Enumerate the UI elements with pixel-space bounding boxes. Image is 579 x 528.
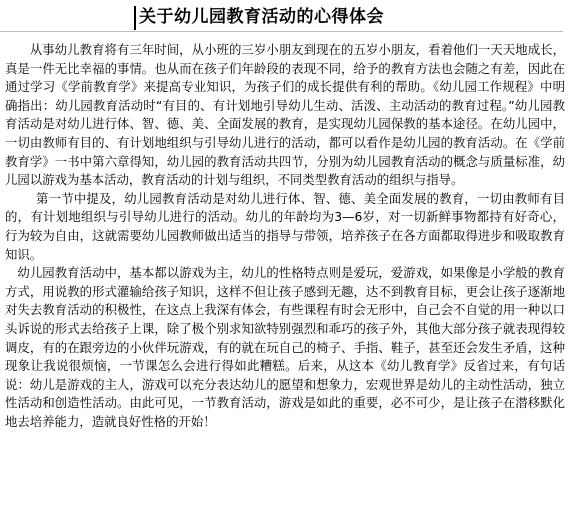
page-title: 关于幼儿园教育活动的心得体会 — [139, 7, 384, 27]
title-accent-bar — [134, 6, 136, 30]
article-body — [5, 41, 565, 431]
article-paragraph-1: 从事幼儿教育将有三年时间，从小班的三岁小朋友到现在的五岁小朋友，看着他们一天天地成长，真是一件无比幸福的事情。也从而在孩子们年龄段的表现不同，给予的教育方法也会随之有差，因此在通过学习《学前教育学》来提高专业知识，为孩子们的成长提供有利的帮助。《幼儿园工作规程》中明确指出：幼儿园教育活动时“有目的、有计划地引导幼儿生动、活泼、主动活动的教育过程。”幼儿园教育活动是对幼儿进行体、智、德、美、全面发展的教育，是实现幼儿园保教的基本途径。在幼儿园中，一切由教师有目的、有计划地组织与引导幼儿进行的活动，都可以看作是幼儿园的教育活动。在《学前教育学》一书中第六章得知，幼儿园的教育活动共四节，分别为幼儿园教育活动的概念与质量标准，幼儿园以游戏为基本活动，教育活动的计划与组织，不同类型教育活动的组织与指导。 — [5, 42, 565, 188]
article-paragraph-2: 第一节中提及，幼儿园教育活动是对幼儿进行体、智、德、美全面发展的教育，一切由教师有目的，有计划地组织与引导幼儿进行的活动。幼儿的年龄均为3—6岁，对一切新鲜事物都持有好奇心，行为较为自由，这就需要幼儿园教师做出适当的指导与带领，培养孩子在各方面都取得进步和吸取教育知识。 — [5, 190, 565, 262]
article-paragraph-3: 幼儿园教育活动中，基本都以游戏为主，幼儿的性格特点则是爱玩，爱游戏，如果像是小学般的教育方式，用说教的形式灌输给孩子知识，这样不但让孩子感到无趣，达不到教育目标，更会让孩子逐渐地对失去教育活动的积极性，在这点上我深有体会，有些课程有时会无形中，自己会不自觉的用一种以口头诉说的形式去给孩子上课，除了极个别求知欲特别强烈和乖巧的孩子外，其他大部分孩子就表现得较调皮，有的在跟旁边的小伙伴玩游戏，有的就在玩自己的椅子、手指、鞋子，甚至还会发生矛盾，这种现象让我说很烦恼，一节课怎么会进行得如此糟糕。后来，从这本《幼儿教育学》反省过来，有句话说：幼儿是游戏的主人，游戏可以充分表达幼儿的愿望和想象力，宏观世界是幼儿的主动性活动，独立性活动和创造性活动。由此可见，一节教育活动，游戏是如此的重要，必不可少，是让孩子在潜移默化地去培养能力，造就良好性格的开始！ — [5, 265, 565, 429]
